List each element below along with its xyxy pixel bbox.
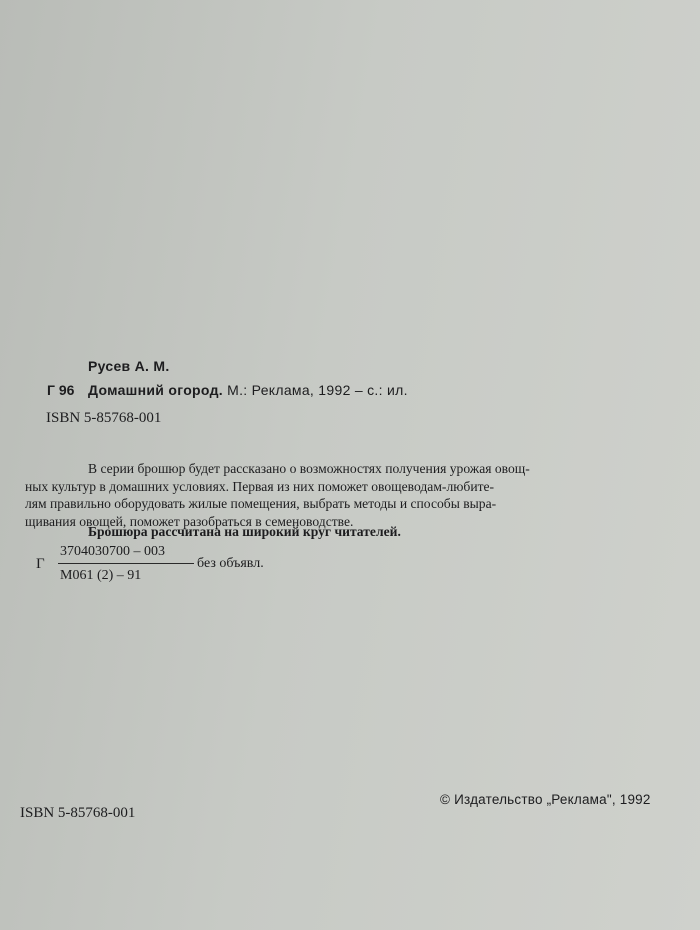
isbn-catalog: ISBN 5-85768-001	[46, 410, 162, 426]
copyright-notice: © Издательство „Реклама", 1992	[440, 792, 651, 807]
publication-info: М.: Реклама, 1992 – с.: ил.	[222, 382, 408, 398]
code-denominator: М061 (2) – 91	[60, 568, 142, 583]
annotation-text	[25, 460, 608, 530]
fraction-divider	[58, 563, 194, 564]
author-name: Русев А. М.	[88, 358, 170, 374]
bbk-index: Г 96	[47, 382, 75, 398]
code-letter: Г	[36, 556, 45, 572]
isbn-footer: ISBN 5-85768-001	[20, 805, 136, 821]
annotation-line: щивания овощей, поможет разобраться в семеноводстве.	[25, 513, 354, 529]
code-numerator: 3704030700 – 003	[60, 544, 165, 559]
price-note: без объявл.	[197, 556, 264, 571]
book-title: Домашний огород.	[88, 382, 223, 398]
annotation-line: В серии брошюр будет рассказано о возможностях получения урожая овощ-	[88, 461, 530, 476]
show-through-ghost	[245, 40, 545, 100]
annotation-line: ных культур в домашних условиях. Первая из них поможет овощеводам-любите-	[25, 478, 495, 494]
catalog-title-line	[88, 382, 408, 398]
annotation-line: лям правильно оборудовать жилые помещения, выбрать методы и способы выра-	[25, 496, 497, 511]
audience-note: Брошюра рассчитана на широкий круг читателей.	[88, 524, 401, 539]
